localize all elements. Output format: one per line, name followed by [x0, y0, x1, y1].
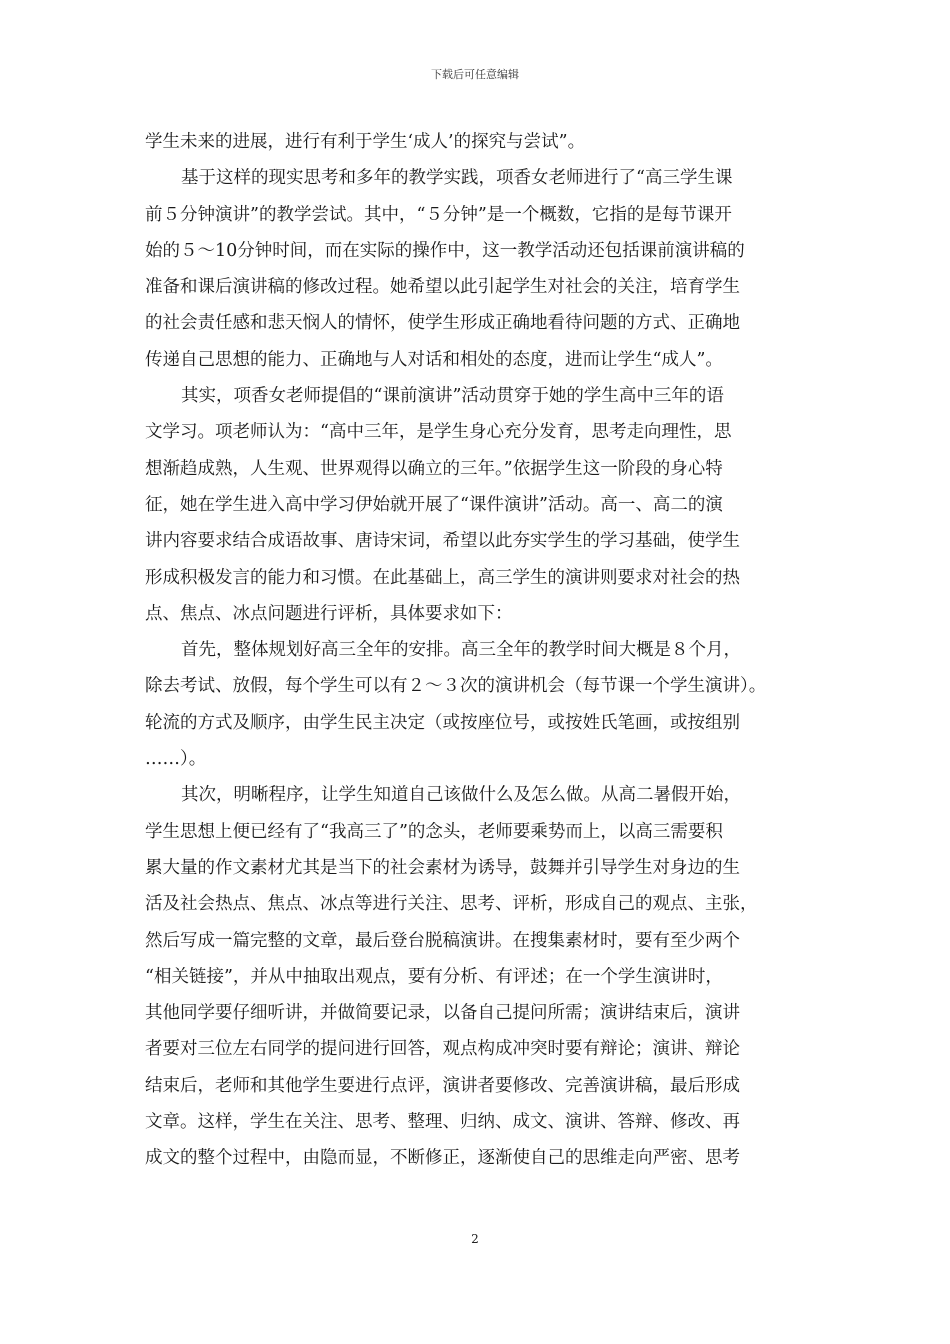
document-body	[145, 124, 825, 1177]
paragraph-start-line: 其次，明晰程序，让学生知道自己该做什么及怎么做。从高二暑假开始，	[181, 785, 741, 806]
text-line: 然后写成一篇完整的文章，最后登台脱稿演讲。在搜集素材时，要有至少两个	[145, 930, 740, 951]
text-line: 的社会责任感和悲天悯人的情怀，使学生形成正确地看待问题的方式、正确地	[145, 313, 740, 334]
text-line: 文学习。项老师认为：“高中三年，是学生身心充分发育，思考走向理性，思	[145, 422, 732, 443]
text-line: 始的５～10分钟时间，而在实际的操作中，这一教学活动还包括课前演讲稿的	[145, 240, 745, 261]
text-line: 传递自己思想的能力、正确地与人对话和相处的态度，进而让学生“成人”。	[145, 349, 723, 370]
text-line: 征，她在学生进入高中学习伊始就开展了“课件演讲”活动。高一、高二的演	[145, 494, 723, 515]
text-line: 前５分钟演讲”的教学尝试。其中，“５分钟”是一个概数，它指的是每节课开	[145, 204, 732, 225]
text-line: 形成积极发言的能力和习惯。在此基础上，高三学生的演讲则要求对社会的热	[145, 567, 740, 588]
text-line: 成文的整个过程中，由隐而显，不断修正，逐渐使自己的思维走向严密、思考	[145, 1148, 740, 1169]
text-line: 准备和课后演讲稿的修改过程。她希望以此引起学生对社会的关注，培育学生	[145, 277, 740, 298]
text-line: 文章。这样，学生在关注、思考、整理、归纳、成文、演讲、答辩、修改、再	[145, 1112, 740, 1133]
text-line: 点、焦点、冰点问题进行评析，具体要求如下：	[145, 603, 513, 624]
text-line: 结束后，老师和其他学生要进行点评，演讲者要修改、完善演讲稿，最后形成	[145, 1075, 740, 1096]
text-line: 学生未来的进展，进行有利于学生‘成人’的探究与尝试”。	[145, 132, 586, 152]
page-header: 下载后可任意编辑	[431, 68, 519, 81]
text-line: 学生思想上便已经有了“我高三了”的念头，老师要乘势而上，以高三需要积	[145, 821, 723, 842]
text-line: 其他同学要仔细听讲，并做简要记录，以备自己提问所需；演讲结束后，演讲	[145, 1003, 740, 1024]
paragraph-start-line: 基于这样的现实思考和多年的教学实践，项香女老师进行了“高三学生课	[181, 168, 733, 189]
text-line: 除去考试、放假，每个学生可以有２～３次的演讲机会（每节课一个学生演讲）。	[145, 676, 767, 697]
text-line: 讲内容要求结合成语故事、唐诗宋词，希望以此夯实学生的学习基础，使学生	[145, 531, 740, 552]
text-line: 者要对三位左右同学的提问进行回答，观点构成冲突时要有辩论；演讲、辩论	[145, 1039, 740, 1060]
text-line: 累大量的作文素材尤其是当下的社会素材为诱导，鼓舞并引导学生对身边的生	[145, 857, 740, 878]
text-line: ……）。	[145, 749, 207, 770]
page-number: 2	[471, 1232, 479, 1246]
text-line: 想渐趋成熟，人生观、世界观得以确立的三年。”依据学生这一阶段的身心特	[145, 458, 723, 479]
text-line: 轮流的方式及顺序，由学生民主决定（或按座位号，或按姓氏笔画，或按组别	[145, 712, 740, 733]
paragraph-start-line: 其实，项香女老师提倡的“课前演讲”活动贯穿于她的学生高中三年的语	[181, 386, 724, 407]
text-line: 活及社会热点、焦点、冰点等进行关注、思考、评析，形成自己的观点、主张，	[145, 894, 758, 915]
paragraph-start-line: 首先，整体规划好高三全年的安排。高三全年的教学时间大概是８个月，	[181, 640, 741, 661]
text-line: “相关链接”，并从中抽取出观点，要有分析、有评述；在一个学生演讲时，	[145, 966, 723, 987]
